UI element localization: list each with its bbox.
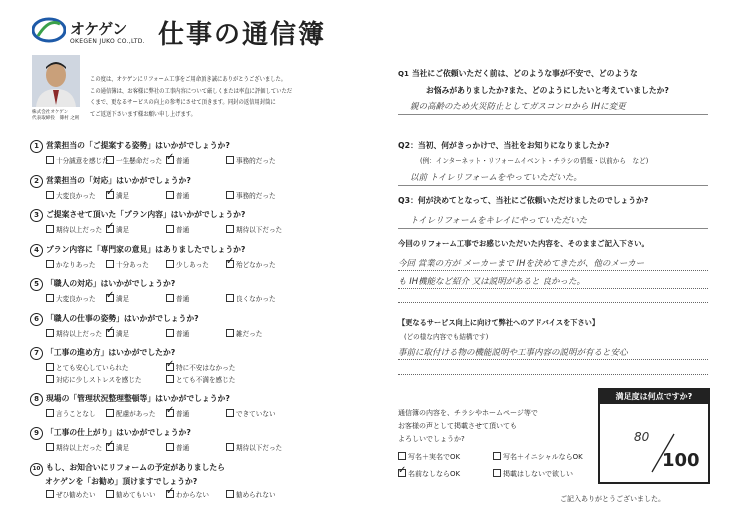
option-label: 良くなかった: [236, 295, 276, 303]
option-checkbox[interactable]: [226, 489, 286, 499]
option-checkbox[interactable]: [46, 155, 109, 165]
impression-rule: [398, 288, 708, 289]
unchecked-box-icon[interactable]: [46, 490, 54, 498]
unchecked-box-icon[interactable]: [106, 156, 114, 164]
question-text: [30, 313, 370, 326]
option-checkbox[interactable]: [106, 328, 166, 338]
question-label: 現場の「管理状況整理整頓等」はいかがでしょうか?: [46, 393, 230, 403]
advice-rule: [398, 374, 708, 375]
option-label: 期待以下だった: [236, 444, 283, 452]
option-checkbox[interactable]: [106, 408, 166, 418]
unchecked-box-icon[interactable]: [46, 156, 54, 164]
question-label: プラン内容に「専門家の意見」はありましたでしょうか?: [46, 244, 246, 254]
unchecked-box-icon[interactable]: [46, 260, 54, 268]
option-checkbox[interactable]: [46, 442, 106, 452]
president-caption-name: 代表取締役 篠村 之則: [32, 116, 80, 121]
publish-option[interactable]: [493, 452, 583, 462]
option-row: [46, 224, 370, 234]
option-checkbox[interactable]: [166, 190, 226, 200]
question-number: 3: [30, 209, 43, 222]
intro-line: この度は、オケゲンにリフォーム工事をご用命頂き誠にありがとうございました。: [90, 76, 287, 83]
option-label: 期待以上だった: [56, 329, 103, 338]
q3-block: Q3：何が決めてとなって、当社にご依頼いただけましたのでしょうか? トイレリフォームをキレイにやっていただいた: [398, 195, 708, 229]
checked-box-icon[interactable]: [166, 156, 174, 164]
q2-question: 当初、何がきっかけで、当社をお知りになりましたか?: [417, 141, 610, 150]
checked-box-icon[interactable]: [106, 443, 114, 451]
publish-option-label: 名前なしならOK: [408, 470, 461, 478]
publish-option[interactable]: [398, 452, 460, 462]
unchecked-box-icon[interactable]: [46, 443, 54, 451]
option-checkbox[interactable]: [166, 328, 226, 338]
question-text: [30, 175, 370, 188]
q2-answer-line: [398, 185, 708, 186]
publish-option-label: 写名＋実名でOK: [408, 453, 461, 461]
question-text: [30, 278, 370, 291]
question-label: 営業担当の「対応」はいかがでしょうか?: [46, 175, 191, 185]
satisfaction-box: [598, 388, 710, 484]
checked-box-icon[interactable]: [106, 225, 114, 233]
option-label: 勧めてもいい: [116, 490, 156, 499]
unchecked-box-icon[interactable]: [226, 490, 234, 498]
unchecked-box-icon[interactable]: [46, 409, 54, 417]
question-block: [30, 313, 370, 338]
option-checkbox[interactable]: [106, 259, 166, 269]
intro-line: てご返送下さいます様お願い申し上げます。: [90, 110, 197, 118]
publish-question-line: 通信簿の内容を、チラシやホームページ等で: [398, 409, 538, 417]
advice-block: [398, 318, 708, 375]
option-label: かなりあった: [56, 260, 96, 269]
q1-answer[interactable]: 親の高齢のため火災防止としてガスコンロから IHに変更: [410, 102, 626, 112]
option-label: 特に不安はなかった: [176, 364, 236, 372]
unchecked-box-icon[interactable]: [226, 225, 234, 233]
publish-question-line: お客様の声として掲載させて頂いても: [398, 422, 517, 430]
publish-option-label: 写名＋イニシャルならOK: [503, 453, 583, 461]
option-checkbox[interactable]: [106, 489, 166, 499]
question-label: 「職人の仕事の姿勢」はいかがでしょうか?: [46, 313, 199, 323]
option-checkbox[interactable]: [166, 293, 226, 303]
option-label: 十分誠意を感じた: [56, 157, 109, 165]
question-number: 9: [30, 427, 43, 440]
option-checkbox[interactable]: [166, 224, 226, 234]
option-checkbox[interactable]: [226, 224, 286, 234]
question-block: [30, 140, 370, 165]
publish-question-line: よろしいでしょうか?: [398, 435, 465, 443]
option-checkbox[interactable]: [166, 259, 226, 269]
question-label-line2: オケゲンを「お勧め」頂けますでしょうか?: [45, 476, 198, 486]
publish-block: [398, 408, 588, 444]
q2-answer[interactable]: 以前 トイレリフォームをやっていただいた。: [410, 173, 582, 183]
option-label: 普通: [176, 444, 190, 452]
checked-box-icon[interactable]: [226, 260, 234, 268]
q3-question: 何が決めてとなって、当社にご依頼いただけましたのでしょうか?: [417, 196, 649, 205]
q1-answer-line: [398, 114, 708, 115]
option-label: 対応に少しストレスを感じた: [56, 376, 142, 384]
option-label: 普通: [176, 157, 190, 165]
unchecked-box-icon[interactable]: [46, 363, 54, 371]
advice-answer[interactable]: 事前に取付ける物の機能説明や工事内容の説明が有ると安心: [398, 348, 628, 358]
question-label: もし、お知合いにリフォームの予定がありましたら: [46, 462, 225, 472]
q2-label: Q2: [398, 141, 411, 150]
question-block: [30, 209, 370, 234]
option-label: 普通: [176, 409, 190, 418]
intro-text: [90, 74, 318, 120]
option-checkbox[interactable]: [166, 408, 226, 418]
option-label: ぜひ勧めたい: [56, 490, 96, 499]
question-block: [30, 175, 370, 200]
option-label: 普通: [176, 191, 190, 200]
option-row: [46, 328, 370, 338]
unchecked-box-icon[interactable]: [166, 260, 174, 268]
question-text: [30, 462, 370, 476]
option-checkbox[interactable]: [46, 374, 166, 384]
intro-line: くまで、更なるサービスの向上の参考にさせて頂きます。同封の返信用封筒に: [90, 99, 276, 106]
option-row: [46, 374, 370, 384]
option-checkbox[interactable]: [46, 328, 106, 338]
option-checkbox[interactable]: [46, 259, 106, 269]
option-label: できていない: [236, 409, 276, 418]
option-row: [46, 190, 370, 200]
option-checkbox[interactable]: [46, 489, 106, 499]
checked-box-icon[interactable]: [106, 294, 114, 302]
question-text: [30, 393, 370, 406]
q3-label: Q3: [398, 196, 411, 205]
option-row: [46, 362, 370, 372]
option-label: 期待以上だった: [56, 226, 103, 234]
president-caption-company: 株式会社オケゲン: [32, 110, 69, 115]
option-label: 大変良かった: [56, 295, 96, 303]
unchecked-box-icon[interactable]: [166, 191, 174, 199]
option-checkbox[interactable]: [46, 408, 106, 418]
unchecked-box-icon[interactable]: [226, 409, 234, 417]
question-number: 10: [30, 463, 43, 476]
unchecked-box-icon[interactable]: [166, 225, 174, 233]
advice-hint: (どの様な内容でも結構です): [404, 333, 489, 341]
option-label: 満足: [116, 191, 130, 200]
satisfaction-score[interactable]: 80: [634, 430, 650, 444]
unchecked-box-icon[interactable]: [46, 225, 54, 233]
option-label: 大変良かった: [56, 191, 96, 200]
checked-box-icon[interactable]: [398, 469, 406, 477]
unchecked-box-icon[interactable]: [226, 191, 234, 199]
question-number: 2: [30, 175, 43, 188]
option-checkbox[interactable]: [46, 224, 106, 234]
option-checkbox[interactable]: [226, 259, 286, 269]
publish-option[interactable]: [398, 469, 460, 479]
option-checkbox[interactable]: [166, 442, 226, 452]
question-block: [30, 427, 370, 452]
option-checkbox[interactable]: [226, 155, 286, 165]
option-label: 十分あった: [116, 260, 149, 269]
option-label: 殆どなかった: [236, 260, 276, 269]
intro-line: この通信簿は、お客様に弊社の工事内容について厳しくまたは率直に評価していただ: [90, 87, 293, 95]
option-checkbox[interactable]: [46, 293, 106, 303]
thanks-text: ご記入ありがとうございました。: [560, 495, 665, 503]
option-label: 満足: [116, 226, 130, 234]
question-text: [30, 347, 370, 360]
option-checkbox[interactable]: [46, 190, 106, 200]
question-block: [30, 393, 370, 418]
option-label: 満足: [116, 444, 130, 452]
option-checkbox[interactable]: [166, 155, 226, 165]
option-row: [46, 293, 370, 303]
option-label: 雑だった: [236, 329, 263, 338]
option-checkbox[interactable]: [226, 408, 286, 418]
option-checkbox[interactable]: [166, 489, 226, 499]
question-label: 「工事の進め方」はいかがでしたか?: [46, 348, 176, 357]
publish-option[interactable]: [493, 469, 573, 479]
option-label: 少しあった: [176, 260, 209, 269]
unchecked-box-icon[interactable]: [46, 294, 54, 302]
option-checkbox[interactable]: [106, 293, 166, 303]
question-text: [30, 244, 370, 257]
unchecked-box-icon[interactable]: [106, 490, 114, 498]
unchecked-box-icon[interactable]: [46, 191, 54, 199]
impression-title: 今回のリフォーム工事でお感じいただいた内容を、そのままご記入下さい。: [398, 239, 649, 248]
impression-rule: [398, 302, 708, 303]
option-row: [46, 442, 370, 452]
unchecked-box-icon[interactable]: [226, 329, 234, 337]
question-number: 8: [30, 393, 43, 406]
option-label: 満足: [116, 329, 130, 338]
unchecked-box-icon[interactable]: [226, 156, 234, 164]
advice-title: 【更なるサービス向上に向けて弊社へのアドバイスを下さい】: [398, 318, 600, 327]
q1-label: Q1: [398, 70, 409, 78]
question-label: ご提案させて頂いた「プラン内容」はいかがでしょうか?: [46, 210, 246, 219]
question-block: [30, 347, 370, 384]
satisfaction-title: 満足度は何点ですか?: [600, 390, 708, 404]
option-label: 期待以上だった: [56, 444, 103, 452]
option-label: 事務的だった: [236, 191, 276, 200]
question-block: [30, 462, 370, 499]
option-label: 配慮があった: [116, 409, 156, 418]
option-checkbox[interactable]: [226, 328, 286, 338]
option-label: わからない: [176, 490, 209, 499]
option-label: 一生懸命だった: [116, 157, 163, 165]
option-label: とても安心していられた: [56, 364, 129, 372]
impression-answer-line-1[interactable]: 今回 営業の方が メーカーまで IHを決めてきたが、他のメーカー: [398, 259, 645, 269]
person-avatar-icon: [32, 55, 80, 107]
question-text: [30, 140, 370, 153]
option-label: 普通: [176, 329, 190, 338]
satisfaction-max: 100: [662, 450, 700, 471]
unchecked-box-icon[interactable]: [166, 443, 174, 451]
unchecked-box-icon[interactable]: [166, 329, 174, 337]
question-block: [30, 278, 370, 303]
question-number: 4: [30, 244, 43, 257]
q2-block: Q2：当初、何がきっかけで、当社をお知りになりましたか? (例：インターネット・リフォームイベント・チラシの情報・以前から など) 以前 トイレリフォームをやっていただいた。: [398, 140, 708, 186]
advice-rule: [398, 359, 708, 360]
checked-box-icon[interactable]: [166, 409, 174, 417]
option-label: 普通: [176, 226, 190, 234]
unchecked-box-icon[interactable]: [226, 443, 234, 451]
question-text: [30, 209, 370, 222]
option-label: 満足: [116, 295, 130, 303]
question-number: 7: [30, 347, 43, 360]
president-photo: [32, 55, 80, 107]
q1-block: [398, 68, 708, 115]
logo-name: オケゲン: [70, 20, 127, 38]
q1-question-line2: お悩みがありましたか?また、どのようにしたいと考えていましたか?: [426, 86, 669, 95]
question-number: 6: [30, 313, 43, 326]
logo-mark-icon: [32, 16, 66, 44]
option-checkbox[interactable]: [166, 362, 286, 372]
q1-question: 当社にご依頼いただく前は、どのような事が不安で、どのような: [411, 69, 638, 78]
q3-answer[interactable]: トイレリフォームをキレイにやっていただいた: [410, 216, 588, 226]
option-row: [46, 259, 370, 269]
unchecked-box-icon[interactable]: [46, 329, 54, 337]
unchecked-box-icon[interactable]: [493, 469, 501, 477]
option-row: [46, 489, 370, 499]
option-checkbox[interactable]: [226, 442, 286, 452]
option-label: 言うことなし: [56, 409, 96, 418]
unchecked-box-icon[interactable]: [46, 375, 54, 383]
option-checkbox[interactable]: [106, 224, 166, 234]
option-label: 期待以下だった: [236, 226, 283, 234]
option-checkbox[interactable]: [106, 155, 166, 165]
unchecked-box-icon[interactable]: [166, 294, 174, 302]
company-logo: [32, 14, 147, 50]
option-checkbox[interactable]: [166, 374, 286, 384]
publish-option-label: 掲載はしないで欲しい: [503, 470, 573, 478]
option-label: とても不満を感じた: [176, 376, 236, 384]
unchecked-box-icon[interactable]: [106, 260, 114, 268]
q2-hint: (例：インターネット・リフォームイベント・チラシの情報・以前から など): [420, 157, 649, 165]
checked-box-icon[interactable]: [166, 363, 174, 371]
option-label: 勧められない: [236, 490, 276, 499]
question-label: 「職人の対応」はいかがでしょうか?: [46, 279, 176, 288]
checked-box-icon[interactable]: [106, 329, 114, 337]
impression-block: [398, 238, 708, 303]
question-number: 5: [30, 278, 43, 291]
question-number: 1: [30, 140, 43, 153]
option-row: [46, 155, 370, 165]
unchecked-box-icon[interactable]: [493, 452, 501, 460]
option-checkbox[interactable]: [106, 442, 166, 452]
question-label: 「工事の仕上がり」はいかがでしょうか?: [46, 428, 191, 437]
checked-box-icon[interactable]: [166, 490, 174, 498]
option-checkbox[interactable]: [106, 190, 166, 200]
option-checkbox[interactable]: [226, 190, 286, 200]
option-checkbox[interactable]: [226, 293, 286, 303]
option-checkbox[interactable]: [46, 362, 166, 372]
question-text: [30, 427, 370, 440]
unchecked-box-icon[interactable]: [166, 375, 174, 383]
option-label: 普通: [176, 295, 190, 303]
option-label: 事務的だった: [236, 157, 276, 165]
unchecked-box-icon[interactable]: [226, 294, 234, 302]
unchecked-box-icon[interactable]: [398, 452, 406, 460]
impression-answer-line-2[interactable]: も IH機能など紹介 又は説明があると 良かった。: [398, 277, 586, 287]
page-title: 仕事の通信簿: [158, 20, 327, 50]
impression-rule: [398, 270, 708, 271]
unchecked-box-icon[interactable]: [106, 409, 114, 417]
question-block: [30, 244, 370, 269]
q3-answer-line: [398, 228, 708, 229]
checked-box-icon[interactable]: [106, 191, 114, 199]
option-row: [46, 408, 370, 418]
logo-subtitle: OKEGEN JUKO CO.,LTD.: [70, 38, 145, 45]
question-label: 営業担当の「ご提案する姿勢」はいかがでしょうか?: [46, 141, 230, 150]
